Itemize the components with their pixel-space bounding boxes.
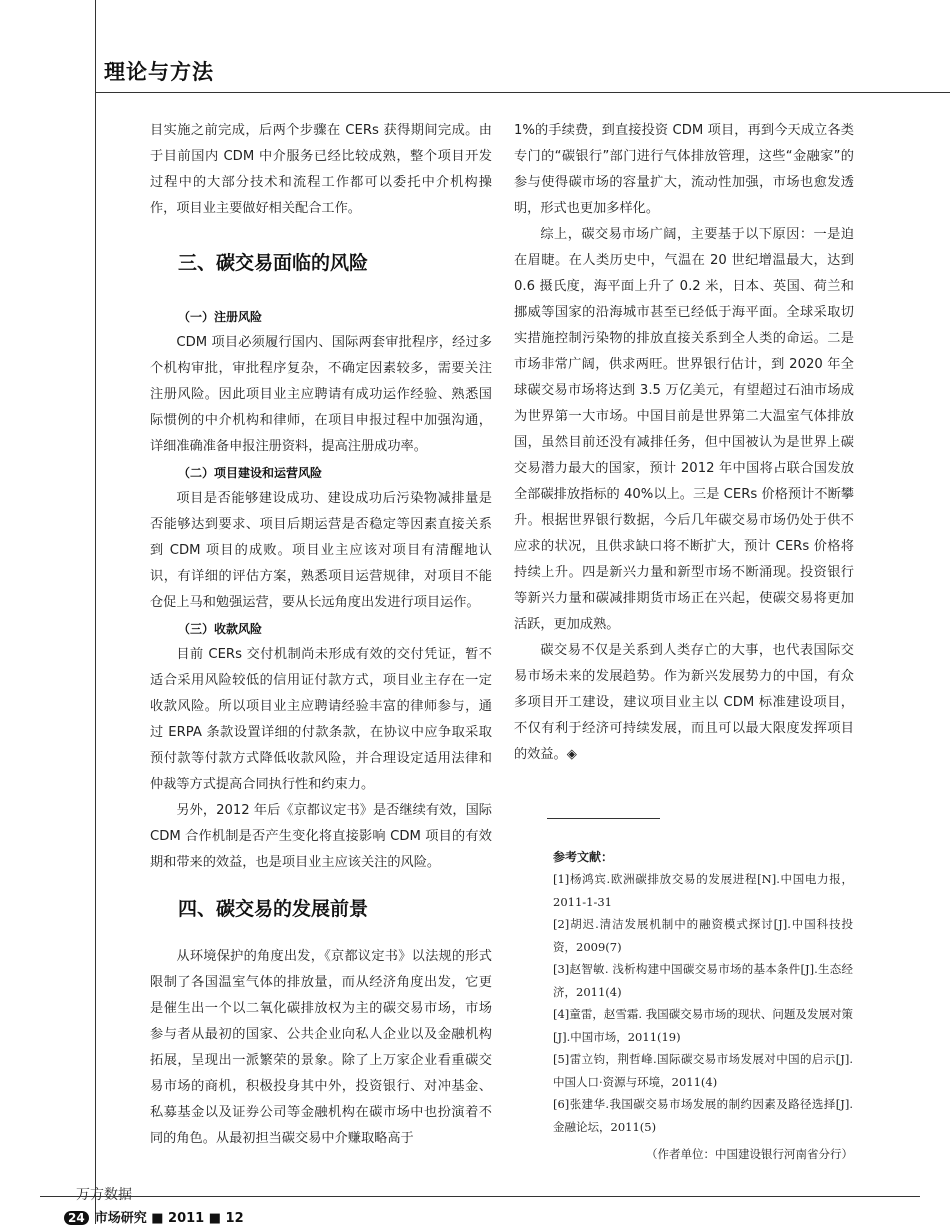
watermark: 万方数据: [76, 1187, 132, 1203]
left-margin-rule: [95, 0, 96, 1224]
paragraph-payment-risk: 目前 CERs 交付机制尚未形成有效的交付凭证，暂不适合采用风险较低的信用证付款方式，项目业主存在一定收款风险。所以项目业主应聘请经验丰富的律师参与，通过 ERPA 条款设置详细的付款条款，在协议中应争取采取预付款等付款方式降低收款风险，并合理设定适用法律和仲裁等方式提高合同执行性和约束力。: [150, 647, 492, 792]
references-title: 参考文献：: [553, 850, 614, 864]
reference-item: [2]胡迟.清洁发展机制中的融资模式探讨[J].中国科技投资，2009(7): [553, 917, 853, 954]
paragraph-conclusion: 碳交易不仅是关系到人类存亡的大事，也代表国际交易市场未来的发展趋势。作为新兴发展势力的中国，有众多项目开工建设，建议项目业主以 CDM 标准建设项目，不仅有利于经济可持续发展，而且可以最大限度发挥项目的效益。◈: [514, 643, 854, 762]
references: [553, 846, 853, 1164]
heading-prospects: 四、碳交易的发展前景: [178, 898, 369, 920]
paragraph-construction-risk: 项目是否能够建设成功、建设成功后污染物减排量是否能够达到要求、项目后期运营是否稳定等因素直接关系到 CDM 项目的成败。项目业主应该对项目有清醒地认识，有详细的评估方案，熟悉项目运营规律，对项目不能仓促上马和勉强运营，要从长远角度出发进行项目运作。: [150, 491, 492, 610]
paragraph-kyoto-risk: 另外，2012 年后《京都议定书》是否继续有效，国际 CDM 合作机制是否产生变化将直接影响 CDM 项目的有效期和带来的效益，也是项目业主应该关注的风险。: [150, 803, 492, 870]
paragraph-intro: 目实施之前完成，后两个步骤在 CERs 获得期间完成。由于目前国内 CDM 中介服务已经比较成熟，整个项目开发过程中的大部分技术和流程工作都可以委托中介机构操作，项目业主要做好相关配合工作。: [150, 123, 492, 216]
section-label: 理论与方法: [104, 60, 214, 84]
paragraph-market-reasons: 综上，碳交易市场广阔，主要基于以下原因：一是迫在眉睫。在人类历史中，气温在 20 世纪增温最大，达到 0.6 摄氏度，海平面上升了 0.2 米，日本、英国、荷兰和挪威等国家的沿海城市甚至已经低于海平面。全球采取切实措施控制污染物的排放直接关系到全人类的命运。二是市场非常广阔，供求两旺。世界银行估计，到 2020 年全球碳交易市场将达到 3.5 万亿美元，有望超过石油市场成为世界第一大市场。中国目前是世界第二大温室气体排放国，虽然目前还没有减排任务，但中国被认为是世界上碳交易潜力最大的国家，预计 2012 年中国将占联合国发放全部碳排放指标的 40%以上。三是 CERs 价格预计不断攀升。根据世界银行数据，今后几年碳交易市场仍处于供不应求的状况，且供求缺口将不断扩大，预计 CERs 价格将持续上升。四是新兴力量和新型市场不断涌现。投资银行等新兴力量和碳减排期货市场正在兴起，使碳交易将更加活跃，更加成熟。: [514, 227, 854, 632]
author-affiliation: （作者单位：中国建设银行河南省分行）: [646, 1147, 853, 1161]
subheading-registration-risk: （一）注册风险: [178, 310, 263, 324]
left-column: [150, 118, 492, 1152]
reference-item: [1]杨鸿宾.欧洲碳排放交易的发展进程[N].中国电力报，2011-1-31: [553, 872, 853, 909]
reference-item: [5]雷立钧，荆哲峰.国际碳交易市场发展对中国的启示[J].中国人口·资源与环境，2011(4): [553, 1052, 853, 1089]
paragraph-financiers: 1%的手续费，到直接投资 CDM 项目，再到今天成立各类专门的“碳银行”部门进行气体排放管理，这些“金融家”的参与使得碳市场的容量扩大，流动性加强，市场也愈发透明，形式也更加多样化。: [514, 123, 854, 216]
subheading-construction-risk: （二）项目建设和运营风险: [178, 466, 323, 480]
header-rule: [95, 92, 950, 93]
reference-item: [6]张建华.我国碳交易市场发展的制约因素及路径选择[J].金融论坛，2011(5): [553, 1097, 853, 1134]
footer-rule: [40, 1196, 920, 1197]
references-divider: [547, 818, 660, 819]
subheading-payment-risk: （三）收款风险: [178, 622, 263, 636]
reference-item: [4]童雷，赵雪霜. 我国碳交易市场的现状、问题及发展对策[J].中国市场，2011(19): [553, 1007, 853, 1044]
page-number: 24: [64, 1211, 89, 1225]
paragraph-prospects: 从环境保护的角度出发，《京都议定书》以法规的形式限制了各国温室气体的排放量，而从经济角度出发，它更是催生出一个以二氧化碳排放权为主的碳交易市场，市场参与者从最初的国家、公共企业向私人企业以及金融机构拓展，呈现出一派繁荣的景象。除了上万家企业看重碳交易市场的商机，积极投身其中外，投资银行、对冲基金、私募基金以及证券公司等金融机构在碳市场中也扮演着不同的角色。从最初担当碳交易中介赚取略高于: [150, 949, 492, 1146]
page-footer: [64, 1207, 244, 1226]
reference-item: [3]赵智敏. 浅析构建中国碳交易市场的基本条件[J].生态经济，2011(4): [553, 962, 853, 999]
journal-issue: 市场研究 ■ 2011 ■ 12: [94, 1211, 244, 1226]
heading-risks: 三、碳交易面临的风险: [178, 252, 369, 274]
paragraph-registration-risk: CDM 项目必须履行国内、国际两套审批程序，经过多个机构审批，审批程序复杂，不确定因素较多，需要关注注册风险。因此项目业主应聘请有成功运作经验、熟悉国际惯例的中介机构和律师，在项目申报过程中加强沟通，详细准确准备申报注册资料，提高注册成功率。: [150, 335, 492, 454]
right-column: [514, 118, 854, 768]
